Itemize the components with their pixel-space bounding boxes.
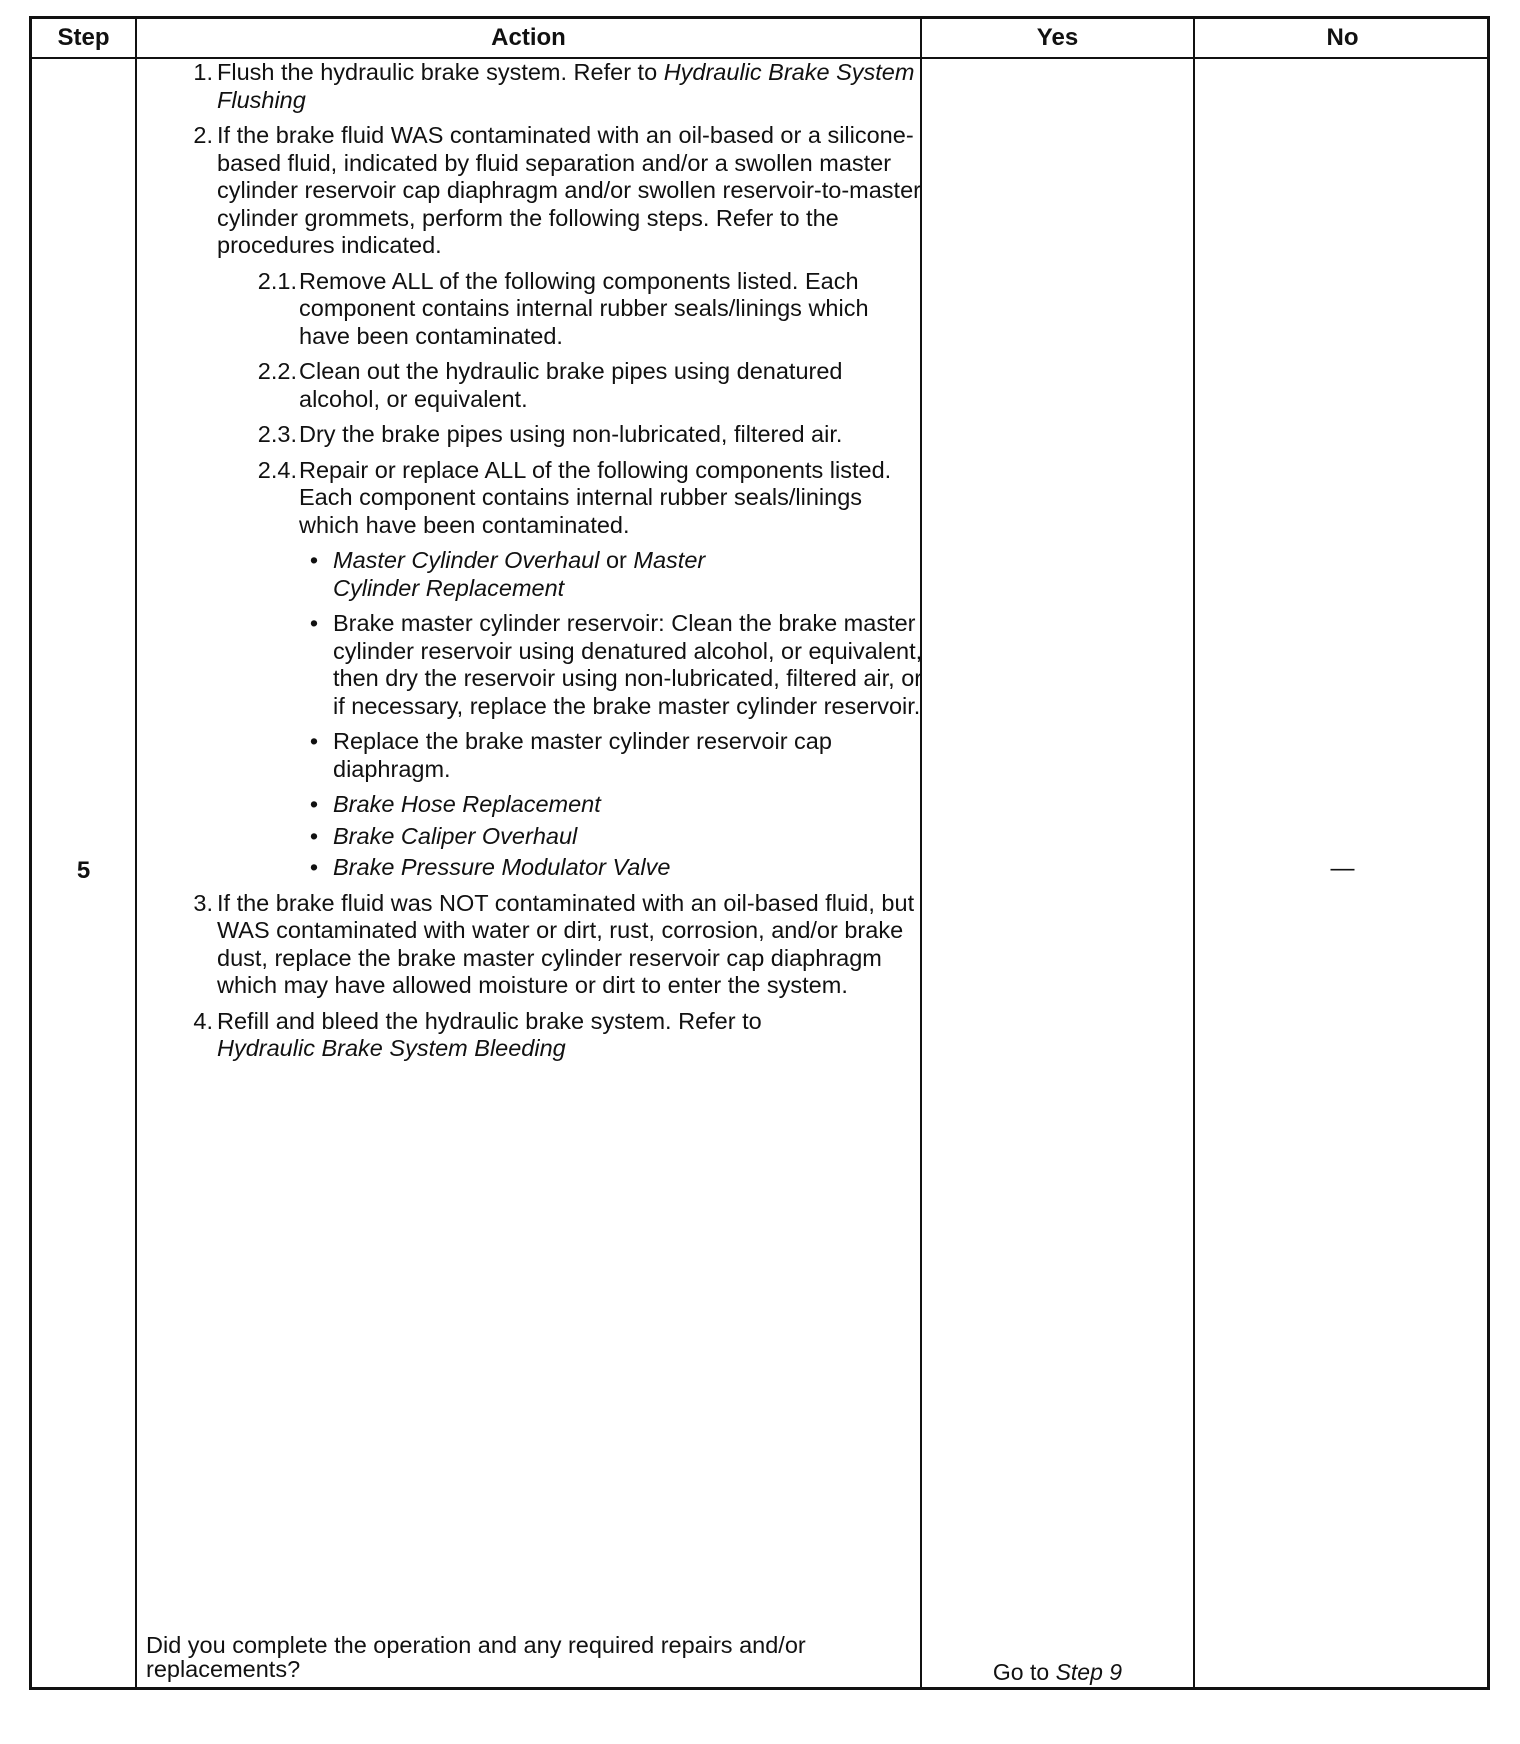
substep-text: Clean out the hydraulic brake pipes using denatured alcohol, or equivalent.: [299, 358, 843, 412]
bullet-text: Replace the brake master cylinder reservoir cap diaphragm.: [333, 728, 832, 782]
bullet-item: [137, 610, 923, 720]
yes-result: [922, 1659, 1193, 1686]
item-text: Refill and bleed the hydraulic brake system. Refer to: [217, 1007, 762, 1034]
substep-number: 2.2.: [257, 358, 297, 384]
action-item-2: [137, 122, 923, 260]
substep-number: 2.3.: [257, 421, 297, 447]
bullet-item: [137, 854, 923, 882]
procedure-reference: Brake Hose Replacement: [333, 791, 601, 817]
substep-text: Repair or replace ALL of the following components listed. Each component contains internal rubber seals/linings which have been contaminated.: [299, 456, 892, 538]
item-number: 1.: [193, 59, 213, 85]
column-divider: [1193, 19, 1195, 1687]
substep-2-4: [137, 457, 923, 540]
header-no: No: [1326, 24, 1359, 51]
procedure-reference: Hydraulic Brake System Flushing: [217, 59, 915, 113]
header-yes: Yes: [1036, 24, 1079, 51]
substep-text: Dry the brake pipes using non-lubricated, filtered air.: [299, 421, 843, 447]
header-step: Step: [57, 24, 110, 51]
item-text: If the brake fluid was NOT contaminated with an oil-based fluid, but WAS contaminated with water or dirt, rust, corrosion, and/or brake dust, replace the brake master cylinder reservoir cap diaphragm which may have allowed moisture or dirt to enter the system.: [217, 889, 915, 998]
bullet-item: [137, 791, 923, 819]
bullet-item: [137, 547, 737, 602]
action-item-1: [137, 59, 923, 114]
step-link: Step 9: [1055, 1659, 1123, 1685]
action-item-3: [137, 890, 923, 1000]
no-result: —: [1330, 855, 1355, 882]
bullet-text: Brake master cylinder reservoir: Clean the brake master cylinder reservoir using denatured alcohol, or equivalent, then dry the reservoir using non-lubricated, filtered air, or if necessary, replace the brake master cylinder reservoir.: [333, 610, 923, 719]
procedure-reference: Brake Caliper Overhaul: [333, 822, 578, 849]
item-number: 2.: [193, 122, 213, 148]
question-text: Did you complete the operation and any required repairs and/or replacements?: [146, 1632, 806, 1682]
procedure-reference: Hydraulic Brake System Bleeding: [217, 1035, 566, 1061]
diagnostic-table: [29, 16, 1490, 1690]
bullet: •: [309, 791, 319, 817]
bullet-item: [137, 823, 923, 851]
bullet: •: [309, 610, 319, 636]
bullet: •: [309, 728, 319, 754]
step-number: 5: [76, 857, 91, 884]
bullet: •: [309, 547, 319, 573]
procedure-reference: Master Cylinder Overhaul: [333, 547, 600, 573]
substep-number: 2.4.: [257, 456, 297, 483]
action-cell: [137, 59, 923, 1071]
substep-2-1: [137, 268, 923, 351]
item-text: If the brake fluid WAS contaminated with an oil-based or a silicone-based fluid, indicated by fluid separation and/or a swollen master cylinder reservoir cap diaphragm and/or swollen reservoir-to-master cylinder grommets, perform the following steps. Refer to the procedures indicated.: [217, 122, 921, 258]
procedure-reference: Brake Pressure Modulator Valve: [333, 854, 671, 880]
joiner-text: or: [605, 547, 627, 573]
action-item-4: [137, 1008, 923, 1063]
bullet-item: [137, 728, 923, 783]
bullet: •: [309, 822, 319, 849]
item-number: 3.: [193, 889, 213, 916]
header-action: Action: [491, 24, 566, 51]
procedure-reference: Master Cylinder Replacement: [333, 547, 706, 601]
substep-2-2: [137, 358, 923, 413]
item-number: 4.: [193, 1007, 213, 1034]
substep-text: Remove ALL of the following components listed. Each component contains internal rubber seals/linings which have been contaminated.: [299, 267, 869, 349]
yes-prefix: Go to: [992, 1659, 1050, 1685]
substep-2-3: [137, 421, 923, 449]
substep-number: 2.1.: [257, 267, 297, 294]
item-text: Flush the hydraulic brake system. Refer to: [217, 59, 658, 85]
bullet: •: [309, 854, 319, 880]
